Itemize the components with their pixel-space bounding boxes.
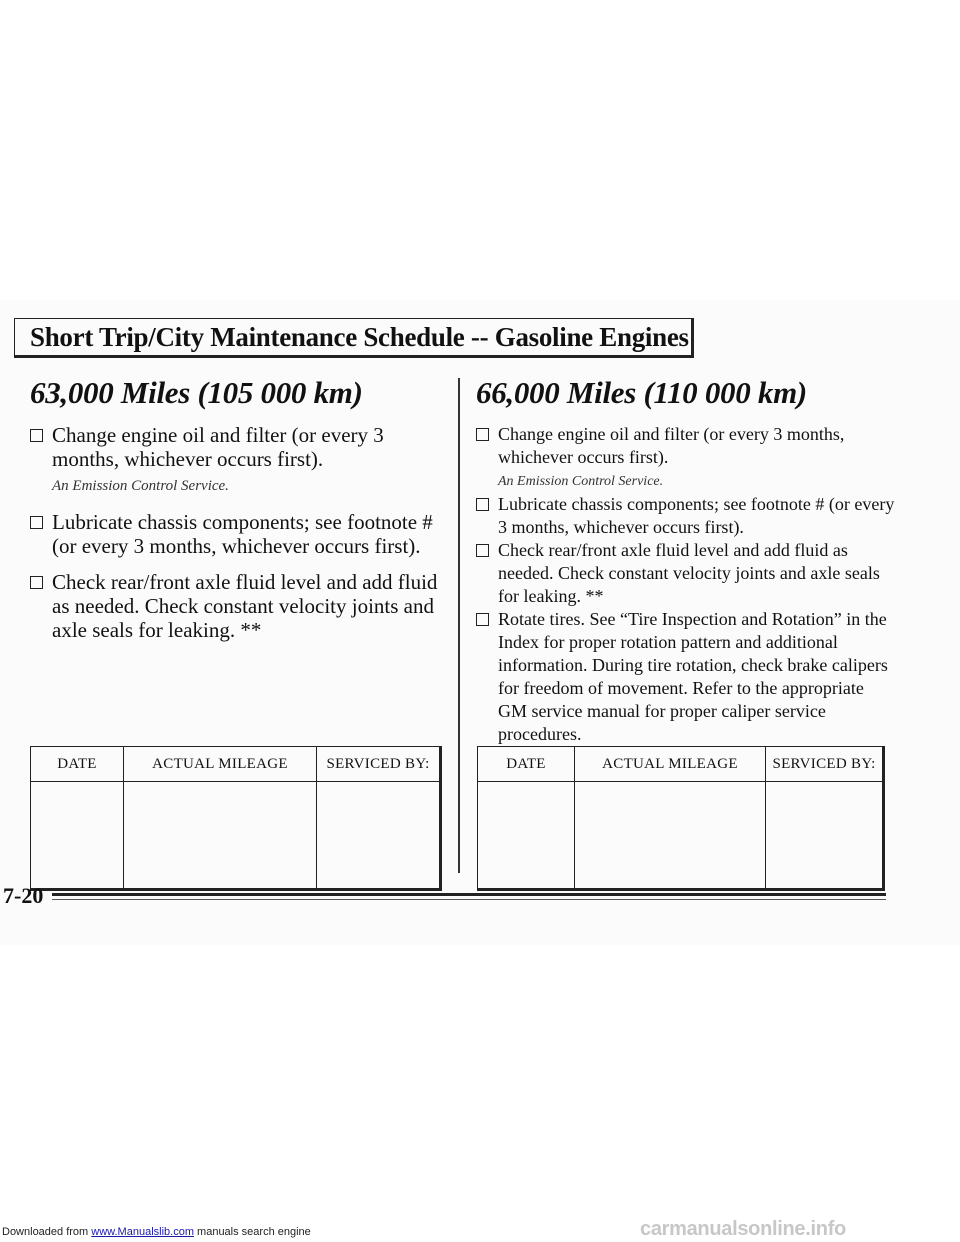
checkbox-icon[interactable] [30, 429, 43, 442]
checklist-item [30, 510, 445, 558]
date-cell[interactable] [31, 782, 124, 890]
service-log-table-right [477, 746, 885, 891]
serviced-header: SERVICED BY: [766, 747, 884, 782]
item-text: Rotate tires. See “Tire Inspection and Rotation” in the Index for proper rotation pattern and additional information. During tire rotation, check brake calipers for freedom of movement. Refer to the appropriate GM service manual for proper caliper service procedures. [498, 609, 888, 744]
item-text: Check rear/front axle fluid level and add fluid as needed. Check constant velocity joints and axle seals for leaking. ** [52, 570, 438, 642]
checkbox-icon[interactable] [476, 428, 489, 441]
checklist-item [476, 608, 896, 746]
checklist-item [476, 493, 896, 539]
checklist-item [30, 570, 445, 642]
page-number: 7-20 [3, 883, 44, 908]
interval-66000 [476, 375, 896, 746]
interval-title-left: 63,000 Miles (105 000 km) [30, 375, 363, 410]
checkbox-icon[interactable] [30, 576, 43, 589]
mileage-cell[interactable] [124, 782, 317, 890]
checklist-item [30, 423, 445, 498]
watermark[interactable]: carmanualsonline.info [640, 1218, 846, 1240]
checklist-item [476, 423, 896, 493]
interval-63000 [30, 375, 445, 654]
emission-note: An Emission Control Service. [52, 478, 229, 494]
checkbox-icon[interactable] [476, 498, 489, 511]
manualslib-link[interactable]: www.Manualslib.com [91, 1226, 194, 1238]
footer-prefix: Downloaded from [2, 1226, 92, 1238]
serviced-header: SERVICED BY: [317, 747, 441, 782]
item-text: Check rear/front axle fluid level and add fluid as needed. Check constant velocity joints and axle seals for leaking. ** [498, 540, 880, 606]
footer-rule [52, 893, 886, 896]
footer-rule-thin [52, 899, 886, 900]
footer-suffix: manuals search engine [193, 1226, 311, 1238]
date-header: DATE [31, 747, 124, 782]
checklist-item [476, 539, 896, 608]
date-header: DATE [478, 747, 575, 782]
download-footer [2, 1226, 311, 1238]
checkbox-icon[interactable] [476, 544, 489, 557]
item-text: Change engine oil and filter (or every 3 months, whichever occurs first). [52, 423, 384, 471]
mileage-cell[interactable] [575, 782, 766, 890]
checkbox-icon[interactable] [476, 613, 489, 626]
service-log-table-left [30, 746, 442, 891]
interval-title-right: 66,000 Miles (110 000 km) [476, 375, 807, 410]
serviced-cell[interactable] [766, 782, 884, 890]
date-cell[interactable] [478, 782, 575, 890]
item-text: Lubricate chassis components; see footnote # (or every 3 months, whichever occurs first). [498, 494, 895, 537]
page-title: Short Trip/City Maintenance Schedule -- Gasoline Engines [30, 322, 689, 352]
emission-note: An Emission Control Service. [498, 474, 664, 489]
mileage-header: ACTUAL MILEAGE [575, 747, 766, 782]
checkbox-icon[interactable] [30, 516, 43, 529]
mileage-header: ACTUAL MILEAGE [124, 747, 317, 782]
column-divider [458, 378, 460, 873]
item-text: Lubricate chassis components; see footnote # (or every 3 months, whichever occurs first). [52, 510, 433, 558]
serviced-cell[interactable] [317, 782, 441, 890]
item-text: Change engine oil and filter (or every 3 months, whichever occurs first). [498, 424, 845, 467]
